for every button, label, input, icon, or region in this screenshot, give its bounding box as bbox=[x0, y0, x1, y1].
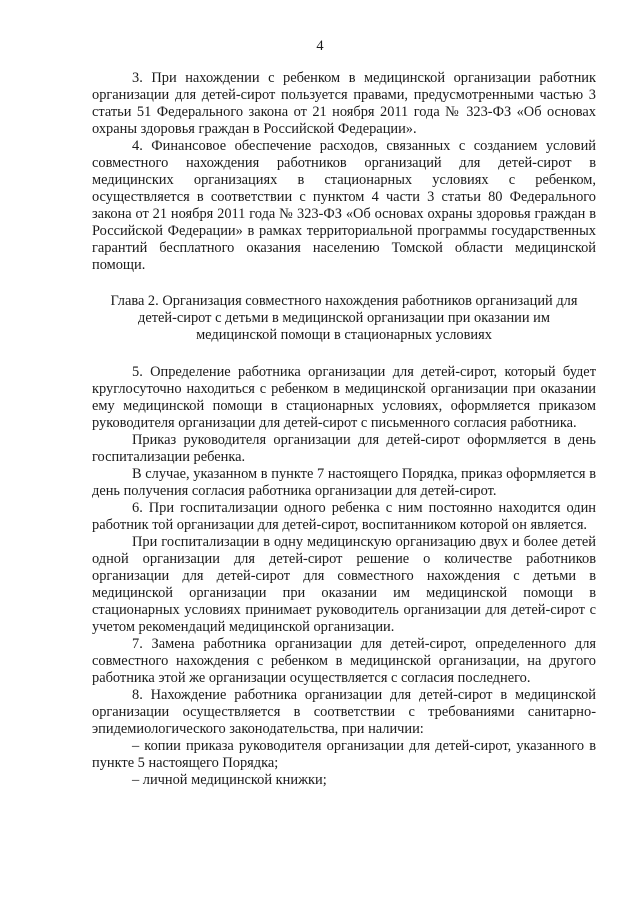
chapter-heading-line-3: медицинской помощи в стационарных условиях bbox=[196, 327, 492, 343]
paragraph-5-case: В случае, указанном в пункте 7 настоящего Порядка, приказ оформляется в день получения согласия работника организации для детей-сирот. bbox=[92, 466, 596, 499]
chapter-heading-line-1: Глава 2. Организация совместного нахождения работников организаций для bbox=[110, 293, 578, 309]
paragraph-4: 4. Финансовое обеспечение расходов, связанных с созданием условий совместного нахождения работников организаций для детей-сирот в медицинских организациях в стационарных условиях с ребенком, осуществляется в соответствии с пунктом 4 части 3 статьи 80 Федерального закона от 21 ноября 2011 года № 323-ФЗ «Об основах охраны здоровья граждан в Российской Федерации» в рамках территориальной программы государственных гарантий бесплатного оказания населению Томской области медицинской помощи. bbox=[92, 138, 596, 273]
paragraph-8-item-order-copy: – копии приказа руководителя организации для детей-сирот, указанного в пункте 5 настоящего Порядка; bbox=[92, 738, 596, 771]
paragraph-7: 7. Замена работника организации для детей-сирот, определенного для совместного нахождения с ребенком в медицинской организации, на другого работника этой же организации осуществляется с согласия последнего. bbox=[92, 636, 596, 686]
paragraph-3: 3. При нахождении с ребенком в медицинской организации работник организации для детей-сирот пользуется правами, предусмотренными частью 3 статьи 51 Федерального закона от 21 ноября 2011 года № 323-ФЗ «Об основах охраны здоровья граждан в Российской Федерации». bbox=[92, 70, 596, 137]
page-number: 4 bbox=[316, 38, 324, 54]
chapter-heading-line-2: детей-сирот с детьми в медицинской организации при оказании им bbox=[138, 310, 550, 326]
paragraph-5-order: Приказ руководителя организации для детей-сирот оформляется в день госпитализации ребенка. bbox=[92, 432, 596, 465]
paragraph-6: 6. При госпитализации одного ребенка с ним постоянно находится один работник той организации для детей-сирот, воспитанником которой он является. bbox=[92, 500, 596, 533]
paragraph-8-item-medical-book: – личной медицинской книжки; bbox=[132, 772, 327, 788]
paragraph-6-multiple: При госпитализации в одну медицинскую организацию двух и более детей одной организации для детей-сирот решение о количестве работников организации для детей-сирот для совместного нахождения с детьми в медицинской организации при оказании им медицинской помощи в стационарных условиях принимает руководитель организации для детей-сирот с учетом рекомендаций медицинской организации. bbox=[92, 534, 596, 635]
chapter-2-heading bbox=[92, 293, 596, 344]
document-body bbox=[92, 70, 596, 789]
paragraph-8: 8. Нахождение работника организации для детей-сирот в медицинской организации осуществляется в соответствии с требованиями санитарно-эпидемиологического законодательства, при наличии: bbox=[92, 687, 596, 737]
paragraph-5: 5. Определение работника организации для детей-сирот, который будет круглосуточно находиться с ребенком в медицинской организации при оказании ему медицинской помощи в стационарных условиях, оформляется приказом руководителя организации для детей-сирот с письменного согласия работника. bbox=[92, 364, 596, 431]
